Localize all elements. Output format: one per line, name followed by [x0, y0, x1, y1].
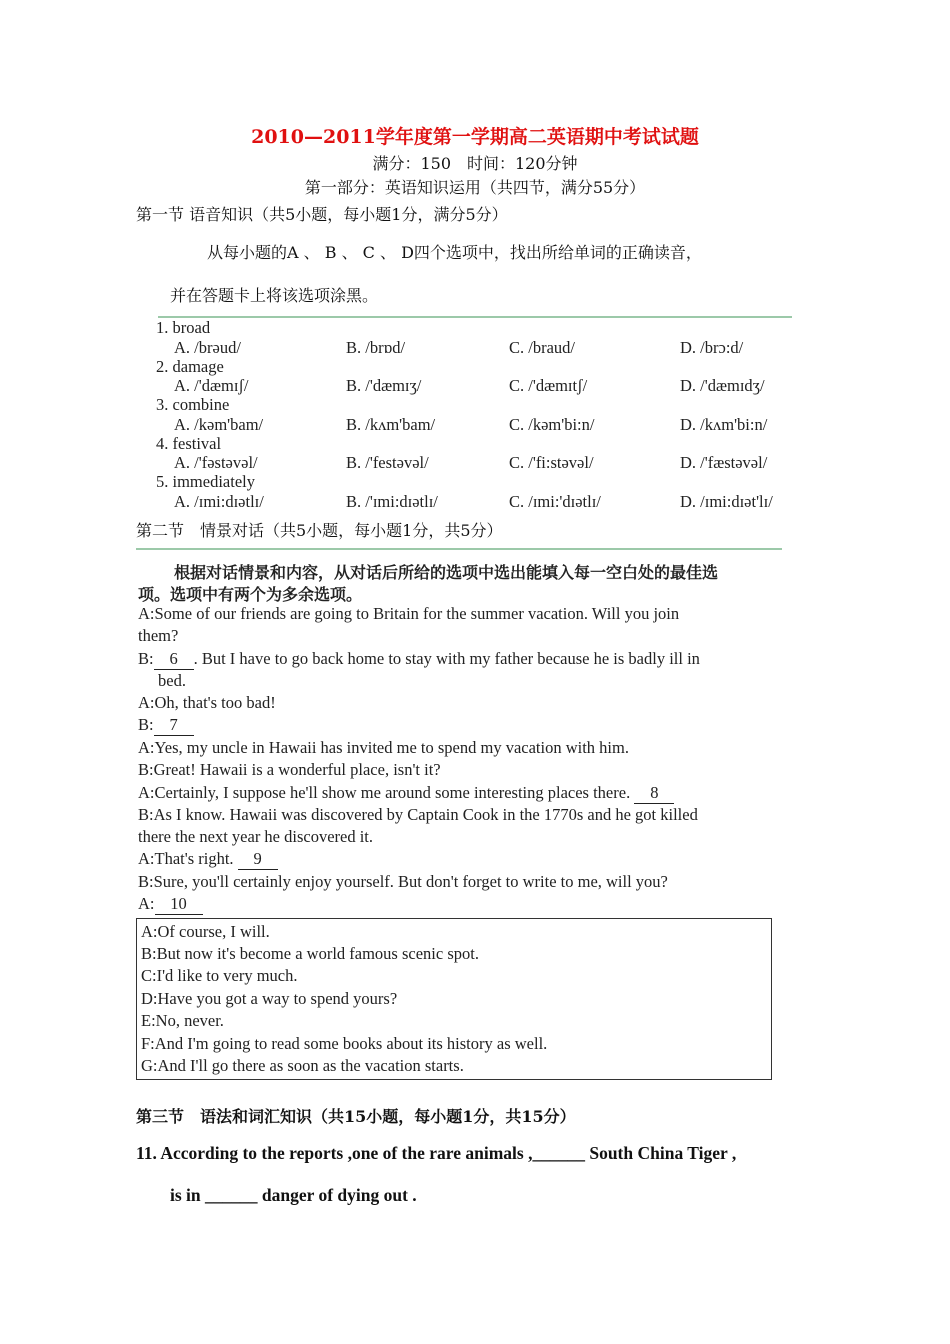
option-d: D. /ɪmi:dɪət'lɪ/: [680, 492, 773, 510]
option-c: C. /kəm'bi:n/: [509, 415, 595, 434]
answer-blank: 10: [155, 894, 203, 915]
option-d: D. /'dæmɪdʒ/: [680, 376, 765, 395]
question-stem: 5. immediately: [156, 472, 255, 491]
speaker-label: A:: [138, 894, 155, 913]
speaker-label: B:: [138, 649, 154, 668]
section-three-heading: 第三节 语法和词汇知识（共15小题，每小题1分，共15分）: [136, 1107, 576, 1126]
dialogue-line: them?: [138, 626, 179, 645]
option-c: C. /'fi:stəvəl/: [509, 453, 594, 472]
phonetics-block: [0, 0, 950, 510]
dialogue-line: [138, 783, 674, 804]
section-one-heading: 第一节 语音知识（共5小题，每小题1分，满分5分）: [136, 205, 508, 224]
question-11-line1: 11. According to the reports ,one of the rare animals ,______ South China Tiger ,: [136, 1143, 737, 1163]
speaker-label: B:: [138, 715, 154, 734]
option-item: E:No, never.: [141, 1011, 224, 1030]
answer-blank: 8: [634, 783, 674, 804]
dialogue-line: A:Yes, my uncle in Hawaii has invited me to spend my vacation with him.: [138, 738, 629, 757]
option-a: A. /kəm'bam/: [174, 415, 264, 434]
option-item: A:Of course, I will.: [141, 922, 270, 941]
section-two-instruction-cont: 项。选项中有两个为多余选项。: [138, 585, 363, 604]
part-one-heading: 第一部分：英语知识运用（共四节，满分55分）: [304, 178, 646, 197]
exam-score-time: 满分：150 时间：120分钟: [372, 154, 578, 173]
option-b: B. /brɒd/: [346, 338, 406, 357]
option-b: B. /kʌm'bam/: [346, 415, 436, 434]
option-item: B:But now it's become a world famous scenic spot.: [141, 944, 479, 963]
dialogue-text: . But I have to go back home to stay with my father because he is badly ill in: [193, 649, 700, 668]
question-stem: 1. broad: [156, 318, 211, 337]
section-one-instruction-cont: 并在答题卡上将该选项涂黑。: [170, 286, 379, 305]
dialogue-line: A:Oh, that's too bad!: [138, 693, 276, 712]
option-a: A. /ɪmi:dɪətlɪ/: [174, 492, 264, 510]
dialogue-text: A:That's right.: [138, 849, 238, 868]
answer-blank: 6: [154, 649, 194, 670]
section-two-instruction: 根据对话情景和内容，从对话后所给的选项中选出能填入每一空白处的最佳选: [174, 563, 719, 582]
option-item: F:And I'm going to read some books about its history as well.: [141, 1034, 548, 1053]
dialogue-line: [138, 894, 203, 915]
dialogue-line: bed.: [158, 671, 186, 690]
section-two-heading: 第二节 情景对话（共5小题，每小题1分，共5分）: [136, 521, 503, 540]
option-d: D. /'fæstəvəl/: [680, 453, 768, 472]
section-one-instruction: 从每小题的A 、 B 、 C 、 D四个选项中，找出所给单词的正确读音，: [207, 243, 702, 262]
option-b: B. /'dæmɪʒ/: [346, 376, 422, 395]
option-b: B. /'ɪmi:dɪətlɪ/: [346, 492, 438, 510]
question-stem: 4. festival: [156, 434, 222, 453]
dialogue-line: [138, 649, 700, 670]
dialogue-line: B:Sure, you'll certainly enjoy yourself. But don't forget to write to me, will you?: [138, 872, 668, 891]
scan-divider: [136, 548, 782, 550]
dialogue-line: A:Some of our friends are going to Britain for the summer vacation. Will you join: [138, 604, 680, 623]
option-item: G:And I'll go there as soon as the vacation starts.: [141, 1056, 464, 1075]
dialogue-line: B:As I know. Hawaii was discovered by Captain Cook in the 1770s and he got killed: [138, 805, 698, 824]
option-c: C. /'dæmɪtʃ/: [509, 376, 588, 395]
option-d: D. /brɔ:d/: [680, 338, 744, 357]
exam-title: 2010—2011学年度第一学期高二英语期中考试试题: [251, 126, 699, 148]
question-11-line2: is in ______ danger of dying out .: [170, 1185, 417, 1205]
dialogue-line: [138, 715, 194, 736]
option-item: D:Have you got a way to spend yours?: [141, 989, 398, 1008]
option-a: A. /brəud/: [174, 338, 241, 357]
option-a: A. /'fəstəvəl/: [174, 453, 258, 472]
option-b: B. /'festəvəl/: [346, 453, 429, 472]
answer-blank: 7: [154, 715, 194, 736]
option-c: C. /ɪmi:'dɪətlɪ/: [509, 492, 601, 510]
option-c: C. /braud/: [509, 338, 575, 357]
dialogue-line: [138, 849, 278, 870]
question-stem: 2. damage: [156, 357, 224, 376]
dialogue-text: A:Certainly, I suppose he'll show me around some interesting places there.: [138, 783, 635, 802]
option-d: D. /kʌm'bi:n/: [680, 415, 768, 434]
dialogue-line: B:Great! Hawaii is a wonderful place, isn't it?: [138, 760, 441, 779]
answer-blank: 9: [238, 849, 278, 870]
option-item: C:I'd like to very much.: [141, 966, 298, 985]
option-a: A. /'dæmɪʃ/: [174, 376, 249, 395]
dialogue-line: there the next year he discovered it.: [138, 827, 374, 846]
question-stem: 3. combine: [156, 395, 230, 414]
